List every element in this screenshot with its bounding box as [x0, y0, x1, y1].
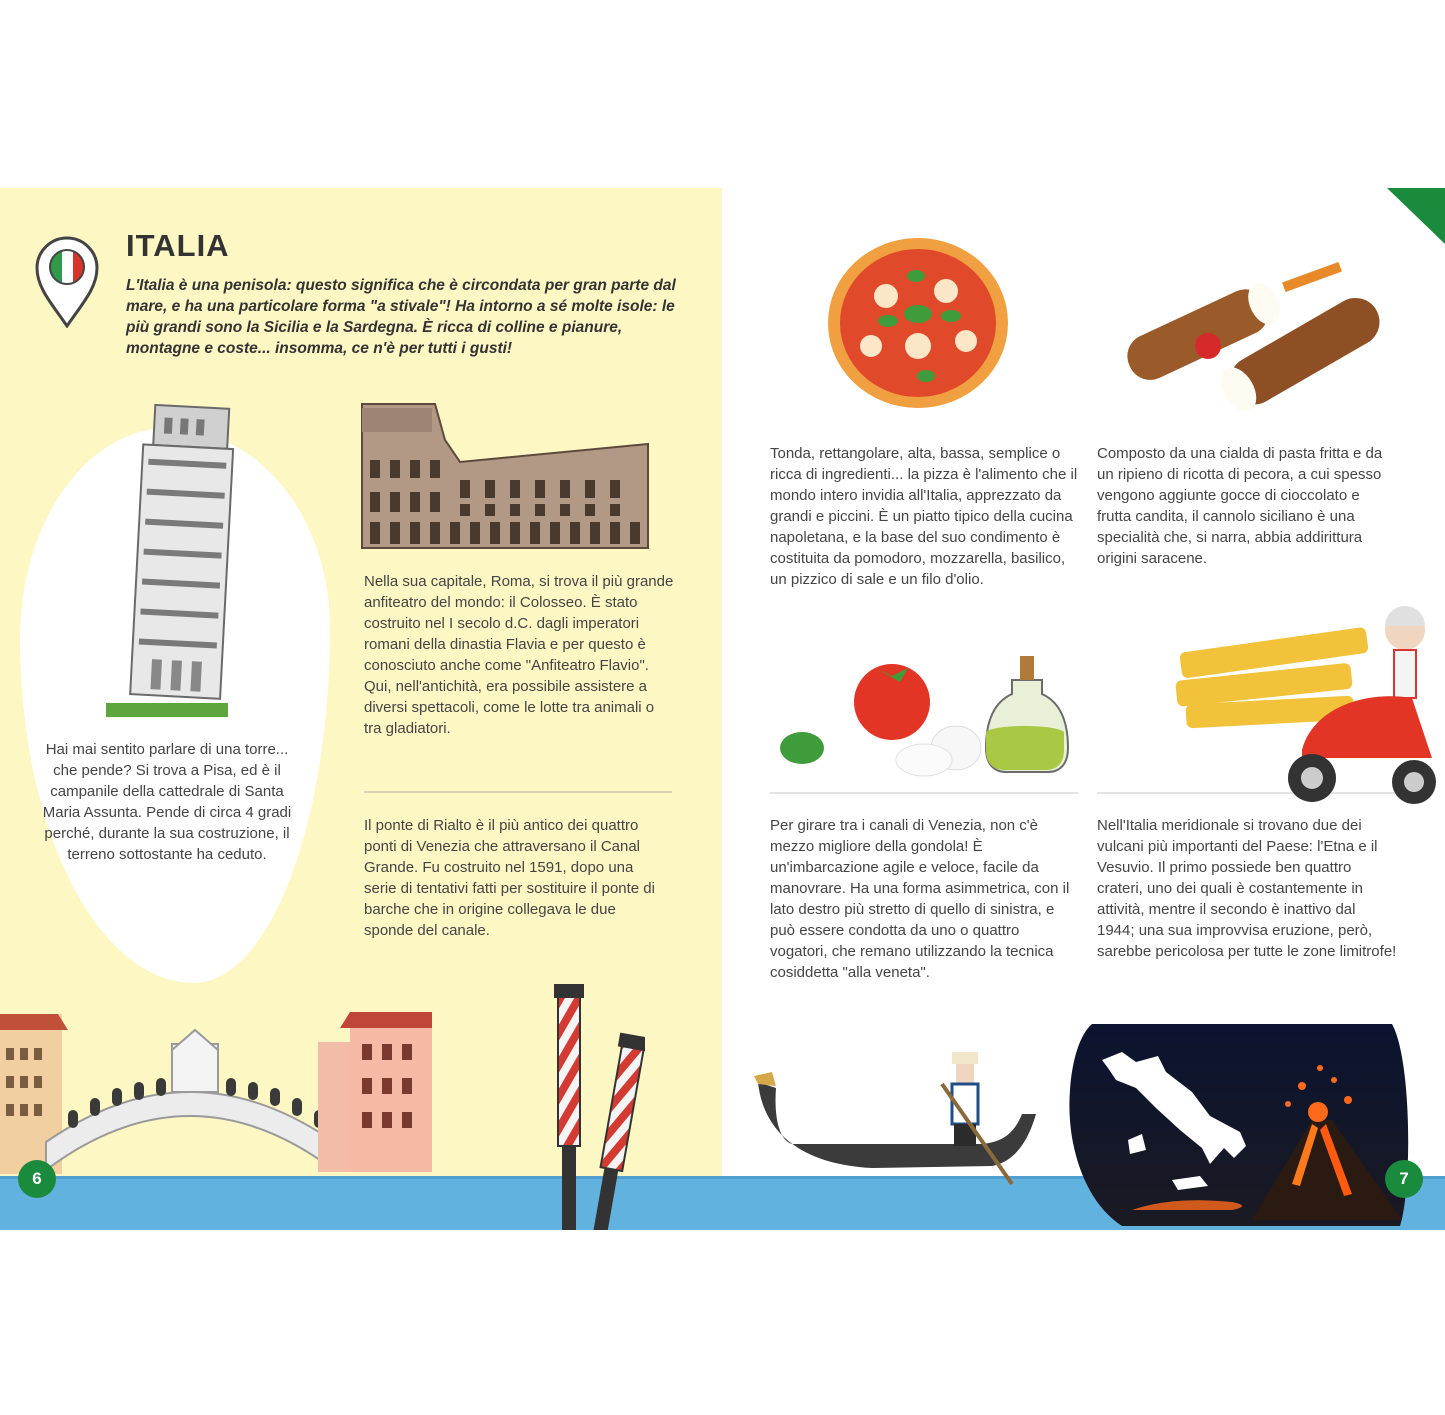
pizza-illustration — [826, 236, 1010, 410]
intro-paragraph: L'Italia è una penisola: questo significa che è circondata per gran parte dal mare, e ha una particolare forma "a stivale"! Ha intorno a sé molte isole: le più grandi sono la Sicilia e la Sardegna. È ricca di colline e pianure, montagne e coste... insomma, ce n'è per tutti i gusti! — [126, 277, 676, 357]
pasta-vespa-illustration — [1172, 600, 1445, 808]
italy-flag-pin-icon — [34, 236, 100, 328]
colosseum-illustration — [360, 400, 652, 552]
colosseo-text: Nella sua capitale, Roma, si trova il più grande anfiteatro del mondo: il Colosseo. È stato costruito nel I secolo d.C. dagli imperatori romani della dinastia Flavia e per questo è conosciuto anche come "Anfiteatro Flavio". Qui, nell'antichità, era possibile assistere a diversi spettacoli, come le lotte tra animali o tra gladiatori. — [364, 573, 674, 737]
pizza-text: Tonda, rettangolare, alta, bassa, semplice o ricca di ingredienti... la pizza è l'alimento che il mondo intero invidia all'Italia, apprezzato da grandi e piccini. È un piatto tipico della cucina napoletana, e la base del suo condimento è costituita da pomodoro, mozzarella, basilico, un pizzico di sale e un filo d'olio. — [770, 445, 1078, 588]
rialto-text: Il ponte di Rialto è il più antico dei quattro ponti di Venezia che attraversano il Canal Grande. Fu costruito nel 1591, dopo una serie di tentativi fatti per sostituire il ponte di barche che in origine collegava le due sponde del canale. — [364, 817, 655, 939]
venice-rialto-illustration — [0, 992, 440, 1180]
volcano-photo — [1062, 1020, 1414, 1230]
mooring-poles-illustration — [550, 976, 645, 1230]
pisa-text: Hai mai sentito parlare di una torre... che pende? Si trova a Pisa, ed è il campanile della cattedrale di Santa Maria Assunta. Pende di circa 4 gradi perché, durante la sua costruzione, il terreno sottostante ha ceduto. — [42, 741, 292, 863]
corner-tab — [1387, 188, 1445, 244]
cannoli-illustration — [1112, 244, 1390, 422]
divider — [770, 792, 1078, 794]
divider — [364, 791, 672, 793]
vulcani-text: Nell'Italia meridionale si trovano due dei vulcani più importanti del Paese: l'Etna e il Vesuvio. Il primo possiede ben quattro crateri, uno dei quali è costantemente in attività, mentre il secondo è inattivo dal 1944; una sua improvvisa eruzione, però, sarebbe pericolosa per tutte le zone limitrofe! — [1097, 817, 1397, 960]
ingredients-illustration — [776, 650, 1076, 778]
pisa-tower-illustration — [100, 398, 235, 723]
cannolo-text: Composto da una cialda di pasta fritta e da un ripieno di ricotta di pecora, a cui spesso vengono aggiunte gocce di cioccolato e frutta candita, il cannolo siciliano è una specialità che, si narra, abbia addirittura origini saracene. — [1097, 445, 1383, 567]
page-number-right: 7 — [1385, 1160, 1423, 1198]
page-title: ITALIA — [126, 228, 230, 263]
gondola-text: Per girare tra i canali di Venezia, non c'è mezzo migliore della gondola! È un'imbarcazione agile e veloce, facile da manovrare. Ha una forma asimmetrica, con il lato destro più stretto di quello di sinistra, e può essere condotta da uno o quattro vogatori, che remano utilizzando la tecnica cosiddetta "alla veneta". — [770, 817, 1070, 981]
page-number-left: 6 — [18, 1160, 56, 1198]
gondola-illustration — [752, 1044, 1042, 1186]
